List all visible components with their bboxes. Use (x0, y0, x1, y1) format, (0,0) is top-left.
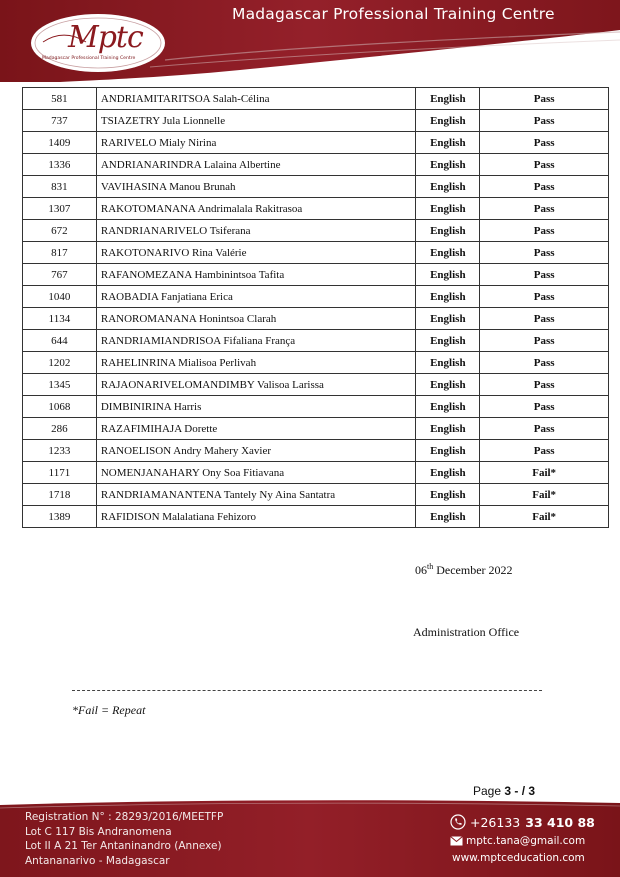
footer-address-block (25, 810, 223, 868)
mptc-logo (28, 12, 168, 74)
result-cell: Pass (480, 264, 609, 286)
result-cell: Pass (480, 308, 609, 330)
student-id-cell: 1134 (23, 308, 97, 330)
student-name-cell: RANDRIAMANANTENA Tantely Ny Aina Santatra (96, 484, 416, 506)
student-name-cell: VAVIHASINA Manou Brunah (96, 176, 416, 198)
student-id-cell: 1040 (23, 286, 97, 308)
table-row (23, 462, 609, 484)
course-cell: English (416, 440, 480, 462)
result-cell: Pass (480, 198, 609, 220)
result-cell: Pass (480, 110, 609, 132)
result-cell: Pass (480, 286, 609, 308)
student-id-cell: 737 (23, 110, 97, 132)
student-id-cell: 581 (23, 88, 97, 110)
student-name-cell: RAFIDISON Malalatiana Fehizoro (96, 506, 416, 528)
result-cell: Pass (480, 176, 609, 198)
table-row (23, 154, 609, 176)
course-cell: English (416, 330, 480, 352)
result-cell: Pass (480, 374, 609, 396)
course-cell: English (416, 220, 480, 242)
course-cell: English (416, 88, 480, 110)
phone-row (450, 813, 595, 831)
course-cell: English (416, 264, 480, 286)
page-header (0, 0, 620, 82)
table-row (23, 286, 609, 308)
address-line-1: Lot C 117 Bis Andranomena (25, 825, 172, 838)
table-row (23, 352, 609, 374)
table-row (23, 176, 609, 198)
result-cell: Pass (480, 418, 609, 440)
student-id-cell: 1068 (23, 396, 97, 418)
table-row (23, 88, 609, 110)
footer-contact-block (450, 813, 595, 864)
course-cell: English (416, 154, 480, 176)
table-row (23, 264, 609, 286)
result-cell: Pass (480, 88, 609, 110)
logo-subtitle: Madagascar Professional Training Centre (42, 56, 136, 61)
student-name-cell: RARIVELO Mialy Nirina (96, 132, 416, 154)
student-name-cell: RAHELINRINA Mialisoa Perlivah (96, 352, 416, 374)
result-cell: Pass (480, 330, 609, 352)
page-footer (0, 799, 620, 877)
student-id-cell: 831 (23, 176, 97, 198)
student-name-cell: RANDRIANARIVELO Tsiferana (96, 220, 416, 242)
student-name-cell: RANOELISON Andry Mahery Xavier (96, 440, 416, 462)
student-name-cell: RAKOTONARIVO Rina Valérie (96, 242, 416, 264)
student-id-cell: 767 (23, 264, 97, 286)
footnote: *Fail = Repeat (72, 703, 146, 717)
course-cell: English (416, 396, 480, 418)
result-cell: Fail* (480, 484, 609, 506)
result-cell: Pass (480, 220, 609, 242)
email-address[interactable]: mptc.tana@gmail.com (466, 835, 586, 847)
signature-office: Administration Office (413, 625, 520, 639)
course-cell: English (416, 110, 480, 132)
result-cell: Pass (480, 132, 609, 154)
course-cell: English (416, 462, 480, 484)
student-id-cell: 1718 (23, 484, 97, 506)
divider (72, 690, 542, 691)
student-name-cell: RANOROMANANA Honintsoa Clarah (96, 308, 416, 330)
student-name-cell: ANDRIAMITARITSOA Salah-Célina (96, 88, 416, 110)
student-name-cell: RAKOTOMANANA Andrimalala Rakitrasoa (96, 198, 416, 220)
student-id-cell: 1171 (23, 462, 97, 484)
table-row (23, 198, 609, 220)
student-name-cell: DIMBINIRINA Harris (96, 396, 416, 418)
course-cell: English (416, 308, 480, 330)
student-id-cell: 672 (23, 220, 97, 242)
table-row (23, 110, 609, 132)
student-id-cell: 817 (23, 242, 97, 264)
table-row (23, 220, 609, 242)
result-cell: Fail* (480, 506, 609, 528)
student-name-cell: RAOBADIA Fanjatiana Erica (96, 286, 416, 308)
course-cell: English (416, 242, 480, 264)
table-row (23, 396, 609, 418)
issue-date: 06th December 2022 (415, 562, 513, 577)
student-id-cell: 1307 (23, 198, 97, 220)
header-title: Madagascar Professional Training Centre (232, 5, 555, 23)
student-id-cell: 1233 (23, 440, 97, 462)
table-row (23, 506, 609, 528)
result-cell: Pass (480, 396, 609, 418)
table-row (23, 308, 609, 330)
results-table (22, 87, 609, 528)
table-row (23, 440, 609, 462)
course-cell: English (416, 132, 480, 154)
table-row (23, 374, 609, 396)
table-row (23, 132, 609, 154)
table-row (23, 242, 609, 264)
student-id-cell: 1336 (23, 154, 97, 176)
registration-number: Registration N° : 28293/2016/MEETFP (25, 811, 224, 823)
address-city: Antananarivo - Madagascar (25, 854, 170, 867)
student-id-cell: 1345 (23, 374, 97, 396)
student-name-cell: RAZAFIMIHAJA Dorette (96, 418, 416, 440)
address-line-2: Lot II A 21 Ter Antaninandro (Annexe) (25, 840, 222, 852)
result-cell: Pass (480, 154, 609, 176)
student-name-cell: RAFANOMEZANA Hambinintsoa Tafita (96, 264, 416, 286)
result-cell: Fail* (480, 462, 609, 484)
page-number: Page 3 - / 3 (473, 784, 536, 798)
table-row (23, 418, 609, 440)
student-name-cell: RAJAONARIVELOMANDIMBY Valisoa Larissa (96, 374, 416, 396)
phone-prefix: +26133 (470, 814, 521, 830)
logo-wordmark: Mptc (68, 20, 143, 55)
phone-number: 33 410 88 (525, 814, 595, 830)
course-cell: English (416, 286, 480, 308)
course-cell: English (416, 506, 480, 528)
course-cell: English (416, 352, 480, 374)
table-row (23, 484, 609, 506)
result-cell: Pass (480, 242, 609, 264)
website-link[interactable]: www.mptceducation.com (452, 852, 585, 864)
student-id-cell: 1202 (23, 352, 97, 374)
result-cell: Pass (480, 440, 609, 462)
student-id-cell: 1409 (23, 132, 97, 154)
course-cell: English (416, 484, 480, 506)
student-name-cell: TSIAZETRY Jula Lionnelle (96, 110, 416, 132)
student-id-cell: 1389 (23, 506, 97, 528)
student-id-cell: 644 (23, 330, 97, 352)
course-cell: English (416, 418, 480, 440)
phone-icon (450, 814, 466, 830)
student-name-cell: RANDRIAMIANDRISOA Fifaliana França (96, 330, 416, 352)
course-cell: English (416, 176, 480, 198)
student-id-cell: 286 (23, 418, 97, 440)
course-cell: English (416, 374, 480, 396)
course-cell: English (416, 198, 480, 220)
envelope-icon (450, 836, 463, 846)
table-row (23, 330, 609, 352)
student-name-cell: NOMENJANAHARY Ony Soa Fitiavana (96, 462, 416, 484)
result-cell: Pass (480, 352, 609, 374)
email-row (450, 834, 595, 848)
student-name-cell: ANDRIANARINDRA Lalaina Albertine (96, 154, 416, 176)
